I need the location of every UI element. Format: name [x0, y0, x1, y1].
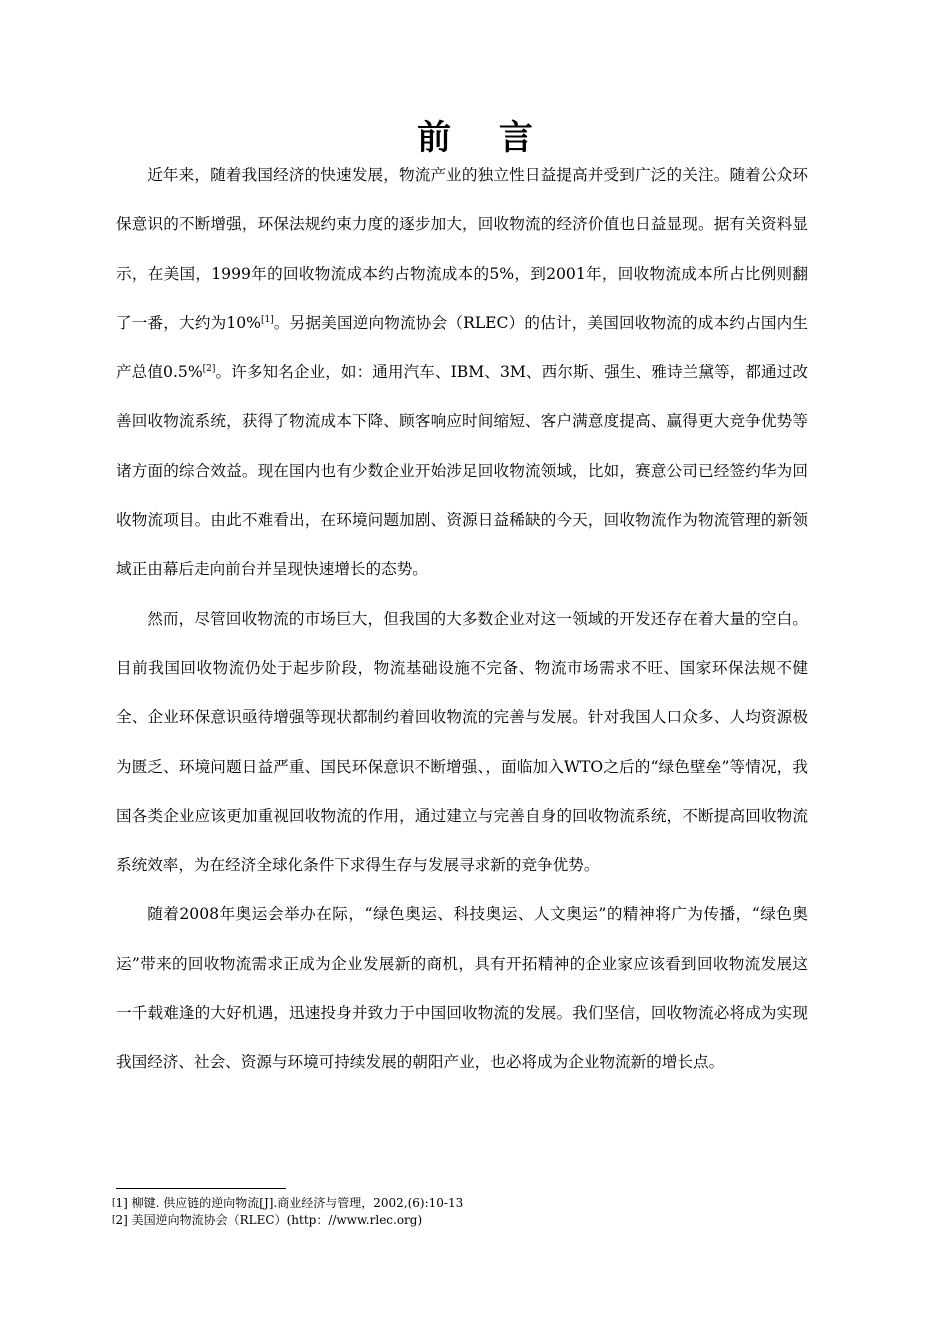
footnotes — [112, 1195, 812, 1229]
paragraph-1 — [116, 151, 808, 595]
footnote-separator — [116, 1188, 286, 1189]
footnote-ref-1[interactable]: [1] — [261, 314, 274, 325]
body-text — [116, 151, 808, 1088]
footnote-1-text: 1] 柳键. 供应链的逆向物流[J].商业经济与管理，2002,(6):10-13 — [115, 1196, 464, 1210]
paragraph-2: 然而，尽管回收物流的市场巨大，但我国的大多数企业对这一领域的开发还存在着大量的空白。目前我国回收物流仍处于起步阶段，物流基础设施不完备、物流市场需求不旺、国家环保法规不健全、企业环保意识亟待增强等现状都制约着回收物流的完善与发展。针对我国人口众多、人均资源极为匮乏、环境问题日益严重、国民环保意识不断增强、，面临加入WTO之后的“绿色壁垒”等情况，我国各类企业应该更加重视回收物流的作用，通过建立与完善自身的回收物流系统，不断提高回收物流系统效率，为在经济全球化条件下求得生存与发展寻求新的竞争优势。 — [116, 609, 808, 875]
footnote-2-text: 2] 美国逆向物流协会（RLEC）(http：//www.rlec.org) — [115, 1213, 423, 1227]
footnote-ref-2[interactable]: [2] — [202, 364, 216, 374]
paragraph-1-part-3: 。许多知名企业，如：通用汽车、IBM、3M、西尔斯、强生、雅诗兰黛等，都通过改善回收物流系统，获得了物流成本下降、顾客响应时间缩短、客户满意度提高、赢得更大竞争优势等诸方面的综合效益。现在国内也有少数企业开始涉足回收物流领域，比如，赛意公司已经签约华为回收物流项目。由此不难看出，在环境问题加剧、资源日益稀缺的今天，回收物流作为物流管理的新领域正由幕后走向前台并呈现快速增长的态势。 — [116, 363, 808, 579]
paragraph-1-part-2: 。另据美国逆向物流协会（RLEC）的估计，美国回收物流的成本约占国内生产总值0.5% — [116, 313, 808, 382]
footnote-1-mark: [ — [112, 1198, 116, 1208]
footnote-2 — [112, 1212, 812, 1229]
page-title: 前 言 — [417, 118, 551, 158]
footnote-2-mark: [ — [112, 1215, 116, 1225]
paragraph-1-part-1: 近年来，随着我国经济的快速发展，物流产业的独立性日益提高并受到广泛的关注。随着公众环保意识的不断增强，环保法规约束力度的逐步加大，回收物流的经济价值也日益显现。据有关资料显示，在美国，1999年的回收物流成本约占物流成本的5%，到2001年，回收物流成本所占比例则翻了一番，大约为10% — [116, 166, 808, 332]
paragraph-3: 随着2008年奥运会举办在际，“绿色奥运、科技奥运、人文奥运”的精神将广为传播，“绿色奥运”带来的回收物流需求正成为企业发展新的商机，具有开拓精神的企业家应该看到回收物流发展这一千载难逢的大好机遇，迅速投身并致力于中国回收物流的发展。我们坚信，回收物流必将成为实现我国经济、社会、资源与环境可持续发展的朝阳产业，也必将成为企业物流新的增长点。 — [116, 905, 808, 1072]
footnote-1 — [112, 1195, 812, 1212]
